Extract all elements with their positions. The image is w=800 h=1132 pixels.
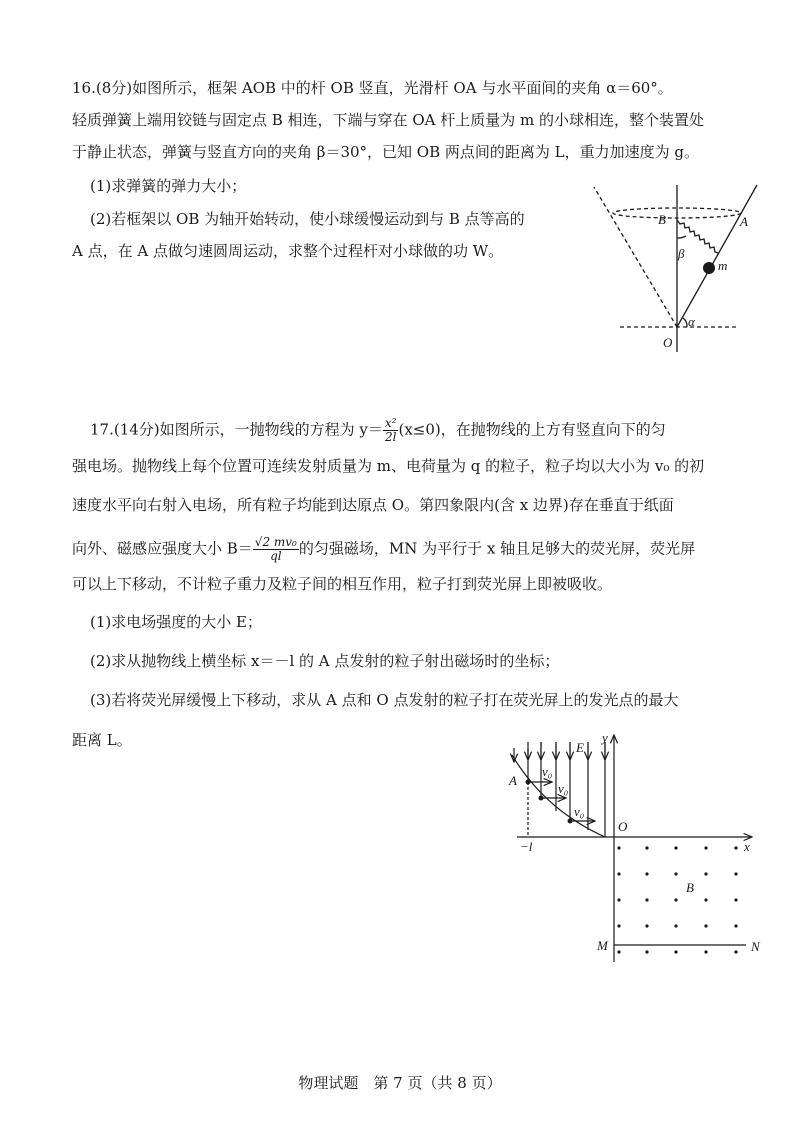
q16-part-2-cont: A 点，在 A 点做匀速圆周运动，求整个过程杆对小球做的功 W。: [72, 242, 504, 260]
field-dot: [674, 924, 677, 927]
field-dot: [704, 898, 707, 901]
fraction-numerator: √2 mv₀: [254, 535, 297, 549]
label-beta: β: [678, 246, 685, 261]
label-B: B: [686, 880, 694, 895]
field-dot: [734, 924, 737, 927]
q16-line-3: 于静止状态，弹簧与竖直方向的夹角 β＝30°，已知 OB 两点间的距离为 L，重力加速度为 g。: [72, 143, 699, 161]
field-dot: [704, 872, 707, 875]
magnetic-field-dots: [617, 846, 737, 953]
label-M: M: [597, 938, 608, 953]
q17-line-5: 可以上下移动，不计粒子重力及粒子间的相互作用，粒子打到荧光屏上即被吸收。: [72, 575, 613, 593]
q17-line-3: 速度水平向右射入电场，所有粒子均能到达原点 O。第四象限内(含 x 边界)存在垂直于纸面: [72, 496, 674, 514]
field-dot: [645, 872, 648, 875]
q17-part-1: (1)求电场强度的大小 E；: [90, 613, 262, 631]
label-v0: v₀: [542, 764, 553, 779]
label-neg-l: −l: [520, 839, 533, 854]
field-dot: [617, 872, 620, 875]
fraction-numerator: x²: [384, 416, 397, 430]
q16-part-1: (1)求弹簧的弹力大小；: [90, 177, 247, 195]
field-dot: [645, 950, 648, 953]
field-dot: [674, 872, 677, 875]
field-dot: [617, 950, 620, 953]
label-N: N: [751, 939, 760, 954]
label-O: O: [618, 819, 628, 834]
label-m: m: [718, 258, 728, 273]
field-dot: [734, 950, 737, 953]
field-dot: [734, 898, 737, 901]
field-dot: [617, 924, 620, 927]
field-dot: [704, 924, 707, 927]
fraction-denominator: ql: [270, 549, 282, 563]
label-E: E: [576, 740, 584, 755]
field-dot: [645, 846, 648, 849]
label-alpha: α: [688, 314, 695, 329]
label-v0: v₀: [558, 781, 569, 796]
field-dot: [674, 898, 677, 901]
label-v0: v₀: [574, 804, 585, 819]
page-footer: 物理试题 第 7 页（共 8 页）: [298, 1074, 502, 1092]
q17-line-2: 强电场。抛物线上每个位置可连续发射质量为 m、电荷量为 q 的粒子，粒子均以大小为 v₀ 的初: [72, 457, 705, 475]
field-dot: [674, 950, 677, 953]
q16-part-2: (2)若框架以 OB 为轴开始转动，使小球缓慢运动到与 B 点等高的: [90, 210, 525, 228]
field-dot: [617, 846, 620, 849]
parabola: [512, 755, 605, 837]
field-dot: [617, 898, 620, 901]
q17-line-4-post: 的匀强磁场，MN 为平行于 x 轴且足够大的荧光屏，荧光屏: [298, 539, 696, 558]
field-dot: [734, 846, 737, 849]
q16-line-2: 轻质弹簧上端用铰链与固定点 B 相连，下端与穿在 OA 杆上质量为 m 的小球相连，整个装置处: [72, 111, 704, 129]
label-A: A: [509, 773, 517, 788]
q17-part-3: (3)若将荧光屏缓慢上下移动，求从 A 点和 O 点发射的粒子打在荧光屏上的发光点的最大: [90, 691, 679, 709]
field-dot: [704, 950, 707, 953]
q17-line-1-post: (x≤0)，在抛物线的上方有竖直向下的匀: [398, 420, 666, 439]
label-A: A: [740, 214, 748, 229]
field-dot: [645, 924, 648, 927]
q17-line-1-pre: 17.(14分)如图所示，一抛物线的方程为 y＝: [90, 420, 383, 439]
label-y: y: [602, 730, 608, 745]
label-O: O: [663, 335, 673, 350]
field-dot: [734, 872, 737, 875]
field-dot: [704, 846, 707, 849]
field-dot: [645, 898, 648, 901]
q17-line-4-pre: 向外、磁感应强度大小 B＝: [72, 539, 253, 558]
q17-part-3-cont: 距离 L。: [72, 731, 132, 749]
label-B: B: [658, 212, 666, 227]
fraction-denominator: 2l: [384, 430, 397, 444]
label-x: x: [744, 839, 750, 854]
q17-part-2: (2)求从抛物线上横坐标 x＝－l 的 A 点发射的粒子射出磁场时的坐标；: [90, 652, 560, 670]
q16-line-1: 16.(8分)如图所示，框架 AOB 中的杆 OB 竖直，光滑杆 OA 与水平面间的夹角 α＝60°。: [72, 79, 673, 97]
field-dot: [674, 846, 677, 849]
